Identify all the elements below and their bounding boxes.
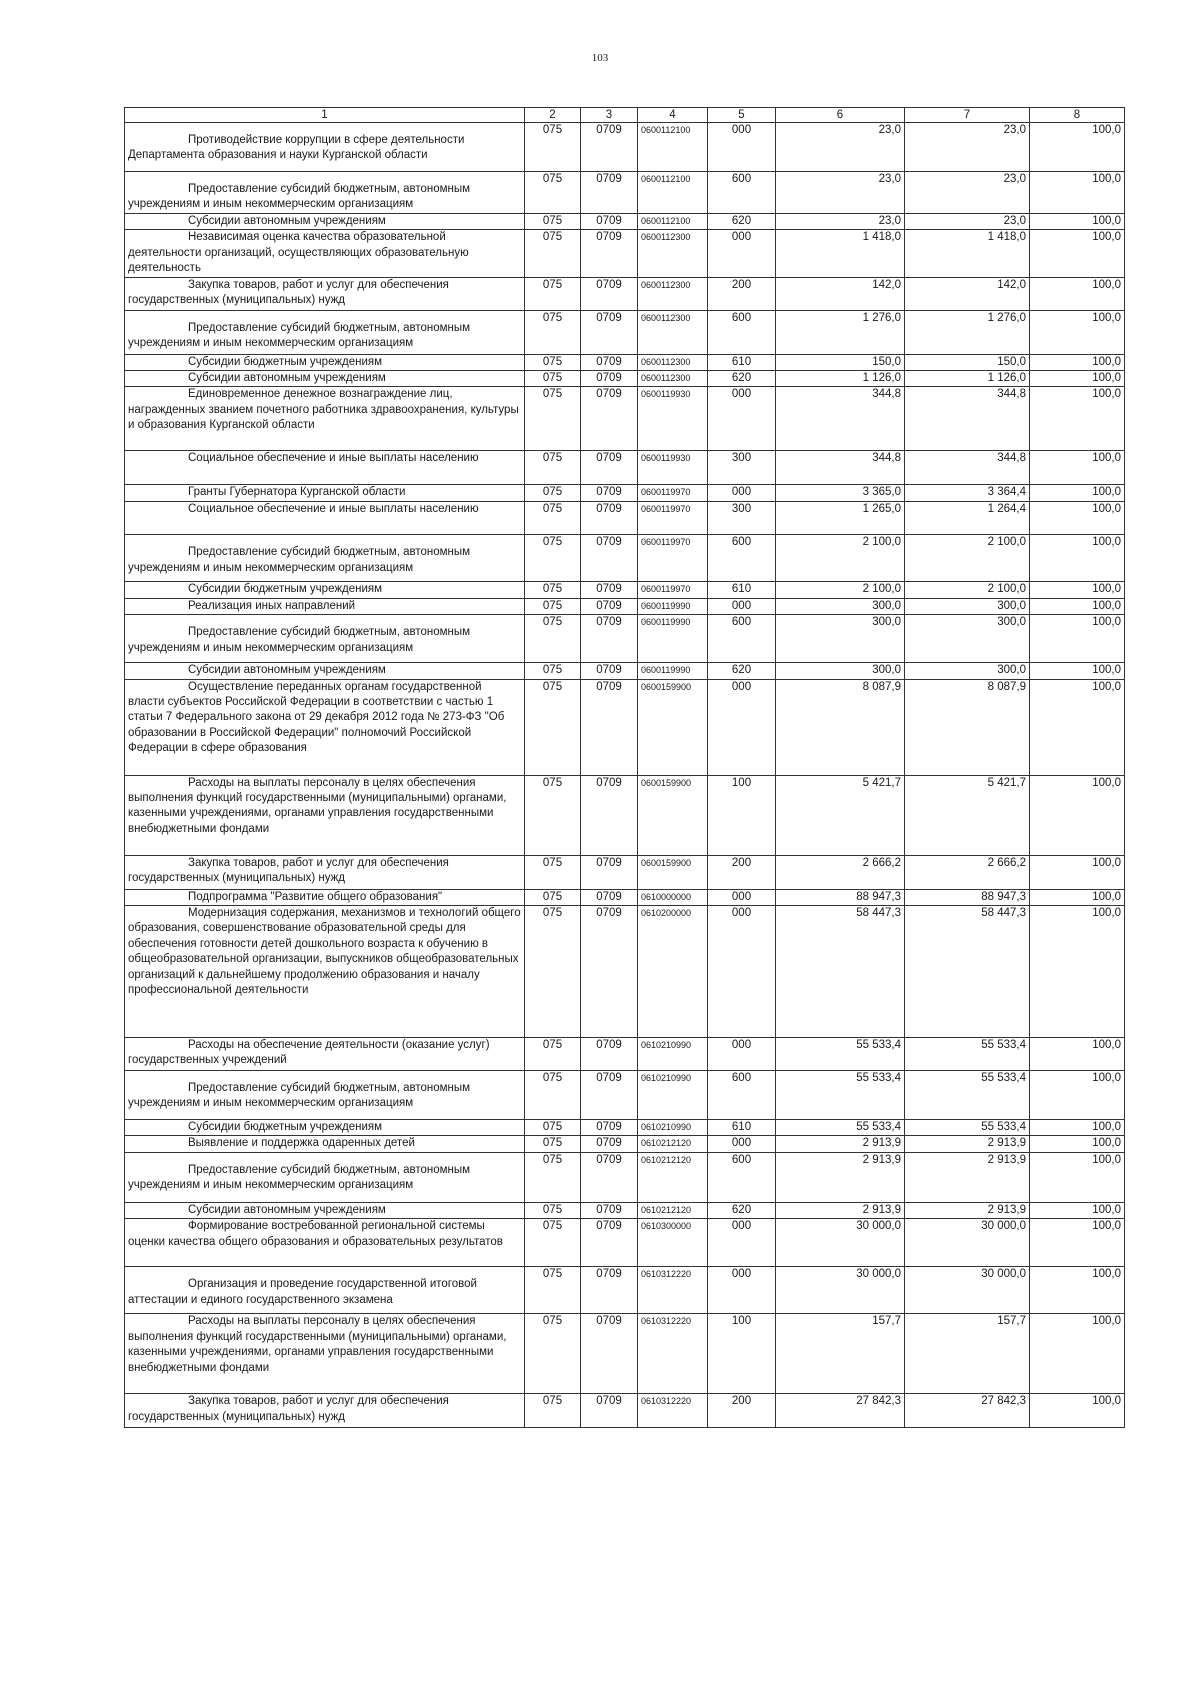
expense-type-code: 200 (708, 277, 776, 310)
budget-item-name: Предоставление субсидий бюджетным, автономным учреждениям и иным некоммерческим организациям (125, 535, 525, 582)
execution-percent: 100,0 (1030, 1136, 1125, 1152)
section-code: 0709 (581, 1071, 638, 1120)
table-row (125, 906, 1125, 1038)
execution-percent: 100,0 (1030, 387, 1125, 451)
expense-type-code: 600 (708, 615, 776, 663)
approved-amount: 8 087,9 (776, 679, 905, 775)
section-code: 0709 (581, 230, 638, 277)
executed-amount: 55 533,4 (905, 1120, 1030, 1136)
table-row (125, 582, 1125, 598)
section-code: 0709 (581, 1152, 638, 1202)
section-code: 0709 (581, 535, 638, 582)
expense-type-code: 600 (708, 535, 776, 582)
ministry-code: 075 (525, 354, 581, 370)
ministry-code: 075 (525, 679, 581, 775)
expense-type-code: 610 (708, 1120, 776, 1136)
ministry-code: 075 (525, 582, 581, 598)
executed-amount: 344,8 (905, 387, 1030, 451)
ministry-code: 075 (525, 1136, 581, 1152)
table-row (125, 485, 1125, 502)
ministry-code: 075 (525, 310, 581, 354)
approved-amount: 300,0 (776, 615, 905, 663)
table-row (125, 1136, 1125, 1152)
expense-type-code: 000 (708, 906, 776, 1038)
target-article-code: 0600112300 (638, 371, 708, 387)
execution-percent: 100,0 (1030, 214, 1125, 230)
executed-amount: 55 533,4 (905, 1071, 1030, 1120)
target-article-code: 0610312220 (638, 1267, 708, 1314)
ministry-code: 075 (525, 855, 581, 889)
executed-amount: 150,0 (905, 354, 1030, 370)
approved-amount: 344,8 (776, 451, 905, 485)
expense-type-code: 000 (708, 679, 776, 775)
table-row (125, 1314, 1125, 1394)
executed-amount: 8 087,9 (905, 679, 1030, 775)
section-code: 0709 (581, 172, 638, 214)
table-row (125, 371, 1125, 387)
executed-amount: 2 666,2 (905, 855, 1030, 889)
ministry-code: 075 (525, 615, 581, 663)
budget-item-name: Субсидии бюджетным учреждениям (125, 354, 525, 370)
column-header: 6 (776, 108, 905, 123)
approved-amount: 300,0 (776, 598, 905, 614)
budget-item-name: Предоставление субсидий бюджетным, автономным учреждениям и иным некоммерческим организациям (125, 1071, 525, 1120)
expense-type-code: 100 (708, 775, 776, 855)
column-header: 4 (638, 108, 708, 123)
execution-percent: 100,0 (1030, 855, 1125, 889)
table-row (125, 775, 1125, 855)
executed-amount: 1 264,4 (905, 502, 1030, 535)
budget-item-name: Выявление и поддержка одаренных детей (125, 1136, 525, 1152)
table-row (125, 855, 1125, 889)
approved-amount: 58 447,3 (776, 906, 905, 1038)
execution-percent: 100,0 (1030, 1202, 1125, 1218)
execution-percent: 100,0 (1030, 172, 1125, 214)
approved-amount: 1 126,0 (776, 371, 905, 387)
executed-amount: 58 447,3 (905, 906, 1030, 1038)
approved-amount: 157,7 (776, 1314, 905, 1394)
section-code: 0709 (581, 615, 638, 663)
section-code: 0709 (581, 1038, 638, 1071)
table-row (125, 214, 1125, 230)
section-code: 0709 (581, 889, 638, 905)
target-article-code: 0610312220 (638, 1314, 708, 1394)
expense-type-code: 620 (708, 214, 776, 230)
ministry-code: 075 (525, 123, 581, 172)
target-article-code: 0600112300 (638, 230, 708, 277)
approved-amount: 5 421,7 (776, 775, 905, 855)
section-code: 0709 (581, 679, 638, 775)
execution-percent: 100,0 (1030, 354, 1125, 370)
table-row (125, 1038, 1125, 1071)
section-code: 0709 (581, 1202, 638, 1218)
executed-amount: 23,0 (905, 172, 1030, 214)
column-header: 3 (581, 108, 638, 123)
expense-type-code: 000 (708, 1038, 776, 1071)
ministry-code: 075 (525, 598, 581, 614)
target-article-code: 0600119970 (638, 485, 708, 502)
ministry-code: 075 (525, 485, 581, 502)
budget-item-name: Формирование востребованной региональной системы оценки качества общего образования и образовательных результатов (125, 1219, 525, 1267)
budget-item-name: Субсидии автономным учреждениям (125, 1202, 525, 1218)
approved-amount: 1 276,0 (776, 310, 905, 354)
table-row (125, 1120, 1125, 1136)
execution-percent: 100,0 (1030, 582, 1125, 598)
executed-amount: 5 421,7 (905, 775, 1030, 855)
budget-item-name: Субсидии бюджетным учреждениям (125, 582, 525, 598)
execution-percent: 100,0 (1030, 1120, 1125, 1136)
target-article-code: 0610312220 (638, 1394, 708, 1428)
table-row (125, 1071, 1125, 1120)
execution-percent: 100,0 (1030, 1394, 1125, 1428)
ministry-code: 075 (525, 889, 581, 905)
ministry-code: 075 (525, 1202, 581, 1218)
budget-item-name: Предоставление субсидий бюджетным, автономным учреждениям и иным некоммерческим организациям (125, 615, 525, 663)
target-article-code: 0600159900 (638, 679, 708, 775)
section-code: 0709 (581, 354, 638, 370)
ministry-code: 075 (525, 451, 581, 485)
target-article-code: 0600112300 (638, 277, 708, 310)
execution-percent: 100,0 (1030, 598, 1125, 614)
expense-type-code: 620 (708, 1202, 776, 1218)
ministry-code: 075 (525, 502, 581, 535)
budget-item-name: Субсидии бюджетным учреждениям (125, 1120, 525, 1136)
approved-amount: 142,0 (776, 277, 905, 310)
execution-percent: 100,0 (1030, 485, 1125, 502)
table-row (125, 387, 1125, 451)
budget-item-name: Реализация иных направлений (125, 598, 525, 614)
expense-type-code: 000 (708, 1267, 776, 1314)
executed-amount: 88 947,3 (905, 889, 1030, 905)
execution-percent: 100,0 (1030, 1314, 1125, 1394)
target-article-code: 0600119930 (638, 387, 708, 451)
budget-item-name: Гранты Губернатора Курганской области (125, 485, 525, 502)
target-article-code: 0610212120 (638, 1136, 708, 1152)
approved-amount: 2 100,0 (776, 535, 905, 582)
execution-percent: 100,0 (1030, 1152, 1125, 1202)
table-row (125, 502, 1125, 535)
ministry-code: 075 (525, 230, 581, 277)
execution-percent: 100,0 (1030, 371, 1125, 387)
approved-amount: 55 533,4 (776, 1071, 905, 1120)
target-article-code: 0600112300 (638, 310, 708, 354)
budget-item-name: Предоставление субсидий бюджетным, автономным учреждениям и иным некоммерческим организациям (125, 172, 525, 214)
table-row (125, 1267, 1125, 1314)
target-article-code: 0600119930 (638, 451, 708, 485)
target-article-code: 0600112100 (638, 214, 708, 230)
section-code: 0709 (581, 582, 638, 598)
target-article-code: 0600119970 (638, 502, 708, 535)
executed-amount: 142,0 (905, 277, 1030, 310)
approved-amount: 23,0 (776, 172, 905, 214)
table-row (125, 230, 1125, 277)
target-article-code: 0600159900 (638, 855, 708, 889)
header-row (125, 108, 1125, 123)
executed-amount: 2 100,0 (905, 535, 1030, 582)
section-code: 0709 (581, 775, 638, 855)
approved-amount: 30 000,0 (776, 1267, 905, 1314)
ministry-code: 075 (525, 1219, 581, 1267)
expense-type-code: 000 (708, 387, 776, 451)
target-article-code: 0600119970 (638, 582, 708, 598)
executed-amount: 2 913,9 (905, 1152, 1030, 1202)
section-code: 0709 (581, 1219, 638, 1267)
execution-percent: 100,0 (1030, 663, 1125, 679)
expense-type-code: 600 (708, 1071, 776, 1120)
column-header: 5 (708, 108, 776, 123)
execution-percent: 100,0 (1030, 1267, 1125, 1314)
section-code: 0709 (581, 598, 638, 614)
executed-amount: 157,7 (905, 1314, 1030, 1394)
section-code: 0709 (581, 371, 638, 387)
section-code: 0709 (581, 502, 638, 535)
budget-item-name: Субсидии автономным учреждениям (125, 663, 525, 679)
executed-amount: 30 000,0 (905, 1219, 1030, 1267)
ministry-code: 075 (525, 1038, 581, 1071)
column-header: 7 (905, 108, 1030, 123)
column-header: 2 (525, 108, 581, 123)
approved-amount: 1 265,0 (776, 502, 905, 535)
expense-type-code: 000 (708, 123, 776, 172)
budget-item-name: Осуществление переданных органам государственной власти субъектов Российской Федерации в соответствии с частью 1 статьи 7 Федерального закона от 29 декабря 2012 года № 273-ФЗ "Об образовании в Российской Федерации" полномочий Российской Федерации в сфере образования (125, 679, 525, 775)
execution-percent: 100,0 (1030, 1071, 1125, 1120)
approved-amount: 27 842,3 (776, 1394, 905, 1428)
execution-percent: 100,0 (1030, 615, 1125, 663)
approved-amount: 2 100,0 (776, 582, 905, 598)
executed-amount: 2 100,0 (905, 582, 1030, 598)
target-article-code: 0600112300 (638, 354, 708, 370)
executed-amount: 2 913,9 (905, 1202, 1030, 1218)
budget-item-name: Расходы на выплаты персоналу в целях обеспечения выполнения функций государственными (муниципальными) органами, казенными учреждениями, органами управления государственными внебюджетными фондами (125, 1314, 525, 1394)
target-article-code: 0610210990 (638, 1071, 708, 1120)
section-code: 0709 (581, 277, 638, 310)
section-code: 0709 (581, 123, 638, 172)
approved-amount: 88 947,3 (776, 889, 905, 905)
budget-item-name: Расходы на обеспечение деятельности (оказание услуг) государственных учреждений (125, 1038, 525, 1071)
ministry-code: 075 (525, 906, 581, 1038)
budget-item-name: Модернизация содержания, механизмов и технологий общего образования, совершенствование образовательной среды для обеспечения готовности детей дошкольного возраста к обучению в общеобразовательной организации, выпускников общеобразовательных организаций к дальнейшему продолжению образования и началу профессиональной деятельности (125, 906, 525, 1038)
budget-item-name: Социальное обеспечение и иные выплаты населению (125, 451, 525, 485)
approved-amount: 55 533,4 (776, 1120, 905, 1136)
section-code: 0709 (581, 663, 638, 679)
ministry-code: 075 (525, 387, 581, 451)
target-article-code: 0610212120 (638, 1202, 708, 1218)
target-article-code: 0600119990 (638, 598, 708, 614)
section-code: 0709 (581, 451, 638, 485)
approved-amount: 2 913,9 (776, 1136, 905, 1152)
budget-table (124, 107, 1125, 1428)
ministry-code: 075 (525, 214, 581, 230)
ministry-code: 075 (525, 371, 581, 387)
table-row (125, 615, 1125, 663)
executed-amount: 55 533,4 (905, 1038, 1030, 1071)
target-article-code: 0610210990 (638, 1120, 708, 1136)
execution-percent: 100,0 (1030, 679, 1125, 775)
ministry-code: 075 (525, 1267, 581, 1314)
table-row (125, 1394, 1125, 1428)
executed-amount: 1 276,0 (905, 310, 1030, 354)
execution-percent: 100,0 (1030, 1038, 1125, 1071)
section-code: 0709 (581, 906, 638, 1038)
section-code: 0709 (581, 855, 638, 889)
execution-percent: 100,0 (1030, 906, 1125, 1038)
approved-amount: 23,0 (776, 214, 905, 230)
table-row (125, 679, 1125, 775)
execution-percent: 100,0 (1030, 230, 1125, 277)
table-row (125, 451, 1125, 485)
expense-type-code: 610 (708, 354, 776, 370)
section-code: 0709 (581, 1136, 638, 1152)
section-code: 0709 (581, 1394, 638, 1428)
expense-type-code: 000 (708, 1219, 776, 1267)
table-row (125, 598, 1125, 614)
table-row (125, 1202, 1125, 1218)
execution-percent: 100,0 (1030, 277, 1125, 310)
table-row (125, 535, 1125, 582)
expense-type-code: 100 (708, 1314, 776, 1394)
ministry-code: 075 (525, 1152, 581, 1202)
budget-item-name: Организация и проведение государственной итоговой аттестации и единого государственного экзамена (125, 1267, 525, 1314)
table-row (125, 889, 1125, 905)
target-article-code: 0600112100 (638, 123, 708, 172)
expense-type-code: 620 (708, 663, 776, 679)
approved-amount: 3 365,0 (776, 485, 905, 502)
execution-percent: 100,0 (1030, 1219, 1125, 1267)
expense-type-code: 600 (708, 172, 776, 214)
budget-item-name: Субсидии автономным учреждениям (125, 214, 525, 230)
approved-amount: 2 913,9 (776, 1202, 905, 1218)
budget-item-name: Предоставление субсидий бюджетным, автономным учреждениям и иным некоммерческим организациям (125, 310, 525, 354)
budget-item-name: Социальное обеспечение и иные выплаты населению (125, 502, 525, 535)
executed-amount: 1 418,0 (905, 230, 1030, 277)
target-article-code: 0600119990 (638, 615, 708, 663)
budget-item-name: Расходы на выплаты персоналу в целях обеспечения выполнения функций государственными (муниципальными) органами, казенными учреждениями, органами управления государственными внебюджетными фондами (125, 775, 525, 855)
table-row (125, 1152, 1125, 1202)
execution-percent: 100,0 (1030, 889, 1125, 905)
ministry-code: 075 (525, 535, 581, 582)
budget-item-name: Закупка товаров, работ и услуг для обеспечения государственных (муниципальных) нужд (125, 855, 525, 889)
expense-type-code: 200 (708, 855, 776, 889)
expense-type-code: 000 (708, 230, 776, 277)
target-article-code: 0600159900 (638, 775, 708, 855)
ministry-code: 075 (525, 663, 581, 679)
ministry-code: 075 (525, 1314, 581, 1394)
executed-amount: 1 126,0 (905, 371, 1030, 387)
target-article-code: 0610300000 (638, 1219, 708, 1267)
executed-amount: 2 913,9 (905, 1136, 1030, 1152)
section-code: 0709 (581, 1314, 638, 1394)
target-article-code: 0600119990 (638, 663, 708, 679)
table-row (125, 277, 1125, 310)
expense-type-code: 200 (708, 1394, 776, 1428)
ministry-code: 075 (525, 1394, 581, 1428)
executed-amount: 23,0 (905, 123, 1030, 172)
section-code: 0709 (581, 1120, 638, 1136)
ministry-code: 075 (525, 277, 581, 310)
ministry-code: 075 (525, 172, 581, 214)
executed-amount: 344,8 (905, 451, 1030, 485)
execution-percent: 100,0 (1030, 502, 1125, 535)
executed-amount: 30 000,0 (905, 1267, 1030, 1314)
expense-type-code: 620 (708, 371, 776, 387)
expense-type-code: 300 (708, 451, 776, 485)
budget-item-name: Независимая оценка качества образовательной деятельности организаций, осуществляющих образовательную деятельность (125, 230, 525, 277)
page-number: 103 (591, 52, 609, 64)
column-header: 8 (1030, 108, 1125, 123)
executed-amount: 300,0 (905, 598, 1030, 614)
executed-amount: 300,0 (905, 663, 1030, 679)
table-row (125, 172, 1125, 214)
budget-item-name: Предоставление субсидий бюджетным, автономным учреждениям и иным некоммерческим организациям (125, 1152, 525, 1202)
target-article-code: 0610200000 (638, 906, 708, 1038)
executed-amount: 27 842,3 (905, 1394, 1030, 1428)
table-row (125, 310, 1125, 354)
section-code: 0709 (581, 214, 638, 230)
table-row (125, 663, 1125, 679)
budget-item-name: Подпрограмма "Развитие общего образования" (125, 889, 525, 905)
target-article-code: 0600112100 (638, 172, 708, 214)
ministry-code: 075 (525, 775, 581, 855)
execution-percent: 100,0 (1030, 451, 1125, 485)
target-article-code: 0610212120 (638, 1152, 708, 1202)
budget-item-name: Закупка товаров, работ и услуг для обеспечения государственных (муниципальных) нужд (125, 277, 525, 310)
expense-type-code: 000 (708, 485, 776, 502)
expense-type-code: 000 (708, 598, 776, 614)
approved-amount: 55 533,4 (776, 1038, 905, 1071)
budget-item-name: Закупка товаров, работ и услуг для обеспечения государственных (муниципальных) нужд (125, 1394, 525, 1428)
expense-type-code: 610 (708, 582, 776, 598)
budget-item-name: Противодействие коррупции в сфере деятельности Департамента образования и науки Курганской области (125, 123, 525, 172)
section-code: 0709 (581, 1267, 638, 1314)
section-code: 0709 (581, 387, 638, 451)
approved-amount: 150,0 (776, 354, 905, 370)
executed-amount: 3 364,4 (905, 485, 1030, 502)
executed-amount: 23,0 (905, 214, 1030, 230)
approved-amount: 344,8 (776, 387, 905, 451)
column-header: 1 (125, 108, 525, 123)
approved-amount: 2 666,2 (776, 855, 905, 889)
approved-amount: 2 913,9 (776, 1152, 905, 1202)
ministry-code: 075 (525, 1120, 581, 1136)
execution-percent: 100,0 (1030, 123, 1125, 172)
approved-amount: 30 000,0 (776, 1219, 905, 1267)
expense-type-code: 000 (708, 889, 776, 905)
execution-percent: 100,0 (1030, 310, 1125, 354)
expense-type-code: 600 (708, 310, 776, 354)
approved-amount: 23,0 (776, 123, 905, 172)
section-code: 0709 (581, 310, 638, 354)
expense-type-code: 300 (708, 502, 776, 535)
ministry-code: 075 (525, 1071, 581, 1120)
execution-percent: 100,0 (1030, 535, 1125, 582)
budget-item-name: Единовременное денежное вознаграждение лиц, награжденных званием почетного работника здравоохранения, культуры и образования Курганской области (125, 387, 525, 451)
expense-type-code: 600 (708, 1152, 776, 1202)
target-article-code: 0610210990 (638, 1038, 708, 1071)
execution-percent: 100,0 (1030, 775, 1125, 855)
table-row (125, 123, 1125, 172)
table-row (125, 354, 1125, 370)
approved-amount: 1 418,0 (776, 230, 905, 277)
expense-type-code: 000 (708, 1136, 776, 1152)
table-row (125, 1219, 1125, 1267)
target-article-code: 0610000000 (638, 889, 708, 905)
executed-amount: 300,0 (905, 615, 1030, 663)
section-code: 0709 (581, 485, 638, 502)
approved-amount: 300,0 (776, 663, 905, 679)
budget-item-name: Субсидии автономным учреждениям (125, 371, 525, 387)
target-article-code: 0600119970 (638, 535, 708, 582)
